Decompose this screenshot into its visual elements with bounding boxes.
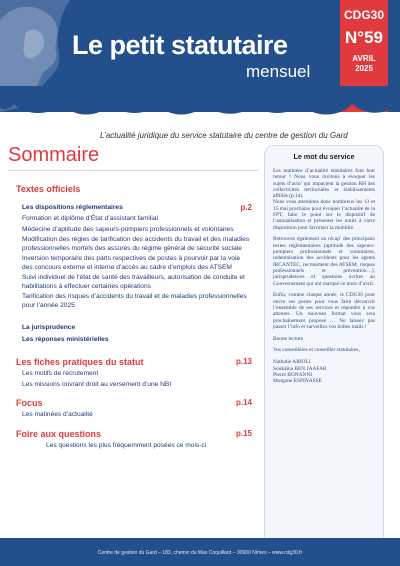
- table-of-contents: [16, 183, 252, 450]
- faq-title: Foire aux questions: [16, 428, 102, 439]
- editorial-paragraph: Vos conseillères et conseiller statutaires,: [273, 347, 360, 354]
- toc-item[interactable]: Médecine d’aptitude des sapeurs-pompiers professionnels et volontaires: [22, 225, 234, 233]
- section-focus[interactable]: [16, 397, 252, 409]
- sommaire-title: Sommaire: [8, 144, 100, 166]
- fiches-title: Les fiches pratiques du statut: [16, 357, 144, 367]
- sommaire-divider: [8, 170, 258, 171]
- editorial-paragraph: Enfin, comme chaque année, le CDG30 pour ouvre ses portes pour vous faire découvrir l’ensemble de ses services et répondre à vos attentes. Un nouveau format vous sera prochainement proposé … Ne laissez pas passer l’info et surveillez vos boîtes mails !: [273, 292, 375, 330]
- tagline: L’actualité juridique du service statutaire du centre de gestion du Gard: [100, 131, 348, 140]
- signature-name: Nathalie ARIOLI: [273, 359, 311, 366]
- toc-item[interactable]: Inversion temporaire des parts respectives de postes à pourvoir par la voie des concours externe et interne d’accès au cadre d’emplois des ATSEM: [22, 255, 241, 271]
- editorial-paragraph: Retrouvez également un récap’ des principaux textes réglementaires (aptitude des sapeurs-pompiers professionnels et volontaires, indemnisation des accidents pour les agents IRCANTEC, recrutement des ATSEM, risques professionnels et prévention…), jurisprudences et questions écrites au Gouvernement qui ont marqué ce mois d’avril.: [273, 236, 375, 287]
- toc-item[interactable]: Les matinées d’actualité: [22, 411, 93, 418]
- issue-month: AVRIL: [352, 54, 376, 63]
- signature-name: Soukaïna BEN JAAFAR: [273, 365, 327, 372]
- toc-entry-reponses[interactable]: Les réponses ministérielles: [22, 336, 109, 343]
- header-wave-decoration: [0, 86, 400, 126]
- toc-item[interactable]: Formation et diplôme d’État d’assistant familial: [22, 215, 158, 222]
- dispositions-title: Les dispositions réglementaires: [22, 204, 123, 211]
- mot-du-service-body: [273, 168, 375, 384]
- section-textes-officiels: Textes officiels: [16, 184, 81, 194]
- toc-item[interactable]: Les motifs de recrutement: [22, 370, 99, 377]
- section-faq[interactable]: [16, 428, 252, 440]
- issue-year: 2025: [355, 64, 373, 73]
- issue-number: N°59: [345, 28, 383, 47]
- toc-item[interactable]: Suivi individuel de l’état de santé des travailleurs, autorisation de conduite et habilitations à effectuer certaines opérations: [22, 274, 245, 290]
- editorial-paragraph: Nous vous attendons donc nombreux les 13 et 15 mai prochains pour évoquer l’actualité de la FPT, faire le point sur le dispositif de l’annualisation et présenter les outils à votre disposition pour favoriser la mobilité.: [273, 199, 375, 231]
- toc-entry-dispositions[interactable]: [16, 203, 252, 212]
- newsletter-title: Le petit statutaire: [72, 30, 288, 60]
- signature-name: Morgane ESPINASSE: [273, 378, 322, 385]
- footer-bar: [0, 538, 400, 566]
- mot-du-service-title: Le mot du service: [293, 152, 355, 161]
- dispositions-page: p.2: [240, 203, 252, 212]
- focus-page: p.14: [235, 398, 252, 407]
- toc-entry-jurisprudence[interactable]: La jurisprudence: [22, 324, 76, 331]
- issue-org: CDG30: [343, 8, 384, 22]
- editorial-paragraph: Bonne lecture: [273, 335, 304, 342]
- mot-du-service-box: [264, 145, 384, 547]
- toc-item[interactable]: Modification des règles de tarification des accidents du travail et des maladies professionnelles mortels des assurés du régime général de sécurité sociale: [22, 236, 250, 252]
- focus-title: Focus: [16, 398, 43, 408]
- fiches-page: p.13: [235, 357, 252, 366]
- signature-name: Pierre BONANNI: [273, 371, 313, 378]
- footer-address: Centre de gestion du Gard – 183, chemin du Mas Coquillard – 30900 Nîmes – www.cdg30.fr: [97, 550, 303, 556]
- editorial-paragraph: Les matinées d’actualité statutaires font leur retour ! Nous vous invitons à évoquer les sujets d’actu’ qui impactent la gestion RH des collectivités territoriales et établissements affiliés (p.14).: [273, 168, 375, 200]
- toc-item[interactable]: Tarification des risques d’accidents du travail et de maladies professionnelles pour l’année 2025: [22, 293, 247, 309]
- faq-page: p.15: [235, 428, 252, 438]
- section-fiches-pratiques[interactable]: [16, 356, 252, 368]
- toc-item[interactable]: Les questions les plus fréquemment posées ce mois-ci: [46, 441, 207, 449]
- toc-item[interactable]: Les missions ouvrant droit au versement d’une NBI: [22, 380, 172, 388]
- newsletter-subtitle: mensuel: [246, 62, 311, 81]
